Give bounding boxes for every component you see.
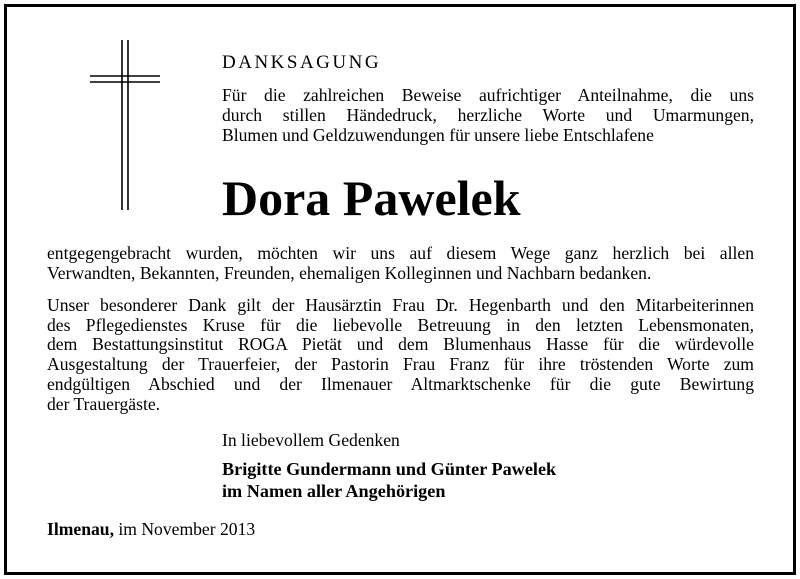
paragraph-special-thanks (47, 296, 754, 414)
intro-text (222, 86, 754, 145)
paragraph-line: Verwandten, Bekannten, Freunden, ehemaligen Kolleginnen und Nachbarn bedanken. (47, 262, 652, 283)
signer-line: im Namen aller Angehörigen (222, 480, 446, 501)
paragraph-line: des Pflegedienstes Kruse für die liebevolle Betreuung in den letzten Lebensmonaten, (47, 314, 754, 335)
paragraph-line: Unser besonderer Dank gilt der Hausärztin Frau Dr. Hegenbarth und den Mitarbeiterinnen (47, 295, 754, 315)
paragraph-line: Ausgestaltung der Trauerfeier, der Pastorin Frau Franz für ihre tröstenden Worte zum (47, 354, 754, 375)
paragraph-line: endgültigen Abschied und der Ilmenauer Altmarktschenke für die gute Bewirtung (47, 373, 754, 394)
paragraph-line: entgegengebracht wurden, möchten wir uns auf diesem Wege ganz herzlich bei allen (47, 243, 754, 263)
intro-line: Blumen und Geldzuwendungen für unsere liebe Entschlafene (222, 124, 654, 145)
cross-icon (90, 40, 160, 210)
paragraph-line: dem Bestattungsinstitut ROGA Pietät und dem Blumenhaus Hasse für die würdevolle (47, 334, 754, 355)
date-text: im November 2013 (118, 519, 256, 539)
paragraph-line: der Trauergäste. (47, 393, 161, 414)
place-date (47, 519, 255, 539)
deceased-name: Dora Pawelek (222, 170, 521, 226)
place-name: Ilmenau, (47, 519, 114, 539)
intro-line: durch stillen Händedruck, herzliche Worte und Umarmungen, (222, 104, 754, 125)
intro-line: Für die zahlreichen Beweise aufrichtiger Anteilnahme, die uns (222, 85, 754, 105)
closing-phrase: In liebevollem Gedenken (222, 430, 400, 450)
paragraph-thanks (47, 244, 754, 283)
heading-title: DANKSAGUNG (222, 52, 382, 73)
signers-block (222, 459, 556, 502)
signer-line: Brigitte Gundermann und Günter Pawelek (222, 459, 557, 479)
